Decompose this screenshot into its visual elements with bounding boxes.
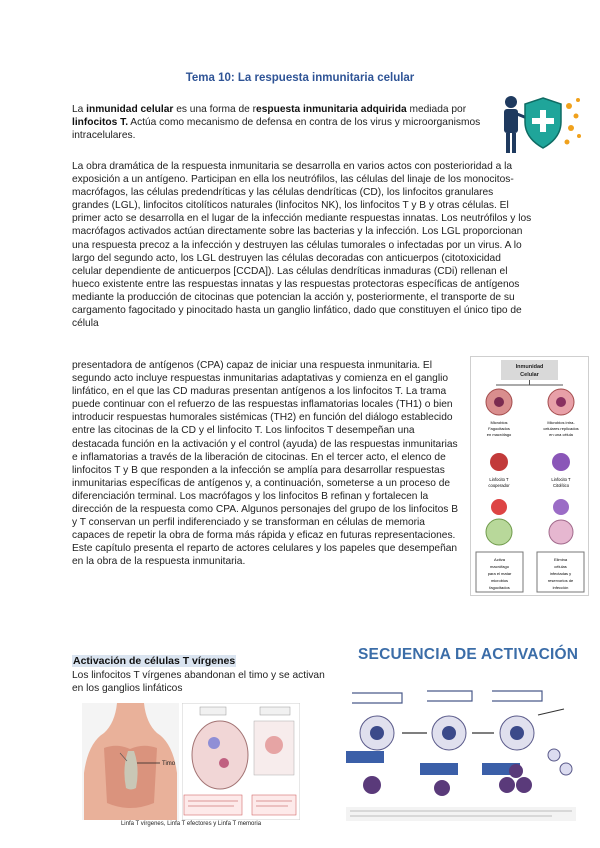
svg-text:en una célula: en una célula [549, 432, 573, 437]
svg-text:celulares replicados: celulares replicados [543, 426, 579, 431]
figure-caption: Linfa T vírgenes, Linfa T efectores y Linfa T memoria [120, 821, 262, 827]
sequence-figure-title: SECUENCIA DE ACTIVACIÓN [358, 646, 579, 663]
svg-text:fagocitados: fagocitados [489, 585, 510, 590]
svg-text:Citolítico: Citolítico [552, 483, 570, 488]
page-title: Tema 10: La respuesta inmunitaria celular [185, 72, 415, 84]
svg-text:Elimina: Elimina [553, 557, 568, 562]
section-heading-activacion: Activación de células T vírgenes [73, 655, 236, 667]
term-linfocitos-t: linfocitos T. [72, 117, 129, 129]
svg-text:para el matar: para el matar [487, 571, 512, 576]
term-respuesta-adquirida: espuesta inmunitaria adquirida [256, 104, 407, 115]
activation-sequence-figure [342, 673, 580, 823]
svg-text:Fagocitados: Fagocitados [488, 426, 510, 431]
immunity-shield-illustration [497, 92, 583, 154]
svg-text:células: células [554, 564, 567, 569]
lymph-node-illustration [182, 703, 300, 820]
thymus-label: Timo [162, 761, 176, 767]
svg-text:Linfocito T: Linfocito T [489, 477, 509, 482]
svg-text:reservorios de: reservorios de [547, 578, 574, 583]
svg-text:Activa: Activa [494, 557, 505, 562]
svg-text:Microbios: Microbios [490, 420, 508, 425]
svg-text:Microbios intra-: Microbios intra- [547, 420, 575, 425]
body-paragraph-2: presentadora de antígenos (CPA) capaz de iniciar una respuesta inmunitaria. El segundo acto incluye respuestas inmunitarias adaptativas y comienza en el ganglio linfático, en el que las CD maduras presentan antígenos a los linfocitos T. La trama puede continuar con el refuerzo de las respuestas inflamatorias locales (TH1) o bien introducir respuestas humorales sistémicas (TH2) en función del diálogo establecido entre las citocinas de la CD y el linfocito T. Los linfocitos T desempeñan una destacada función en la activación y el control (ayuda) de las respuestas inmunitarias e inflamatorias a través de la liberación de citocinas. En el tercer acto, el elenco de linfocitos T y B que responden a la infección se amplía para desarrollar respuestas inmunitarias específicas de antígenos y, a continuación, someterse a un proceso de diferenciación terminal. Los macrófagos y los linfocitos B refinan y fortalecen la dirección de la respuesta como CPA. Algunos personajes del grupo de los linfocitos B y T conservan un perfil indiferenciado y se transforman en células de memoria capaces de repetir la obra de forma más rápida y eficaz en futuras representaciones. Este capítulo presenta el reparto de actores celulares y los papeles que desempeñan en la obra de la respuesta inmunitaria. [72, 360, 459, 568]
svg-text:macrófago: macrófago [490, 564, 509, 569]
svg-text:infección: infección [552, 585, 569, 590]
cellular-immunity-figure [470, 356, 589, 596]
svg-text:Celular: Celular [520, 372, 539, 378]
svg-text:microbios: microbios [490, 578, 509, 583]
body-paragraph-1: La obra dramática de la respuesta inmunitaria se desarrolla en varios actos con posterioridad a la exposición a un antígeno. Participan en ella los neutrófilos, las células del linaje de los monocitos-macrófagos, las células predendríticas y las células dendríticas (CD), los linfocitos granulares grandes (LGL), linfocitos citolíticos naturales (linfocitos NK), los linfocitos T y B y otras células. El primer acto se desarrolla en el lugar de la infección mediante respuestas innatas. Los neutrófilos y los macrófagos activados actúan directamente sobre las bacterias y la infección. Los LGL proporcionan una respuesta precoz a la infección y destruyen las células tumorales o infectadas por un virus. A lo largo del segundo acto, los LGL destruyen las células decoradas con anticuerpos (citotoxicidad celular dependiente de anticuerpos [CCDA]). Las células dendríticas inmaduras (CDi) rellenan el hueco existente entre las respuestas innatas y las respuestas protectoras específicas de antígenos mediante la producción de citocinas que potencian la acción y, posteriormente, el transporte de su cargamento fagocitado y pinocitado hasta un ganglio linfático, dado que constituyen el único tipo de célula [72, 161, 532, 330]
svg-text:Linfocito T: Linfocito T [551, 477, 571, 482]
svg-text:Inmunidad: Inmunidad [515, 364, 544, 370]
svg-text:cooperador: cooperador [488, 483, 510, 488]
svg-text:infectadas y: infectadas y [549, 571, 572, 576]
section-paragraph: Los linfocitos T vírgenes abandonan el timo y se activan en los ganglios linfáticos [72, 670, 325, 695]
intro-paragraph: La inmunidad celular es una forma de respuesta inmunitaria adquirida mediada por linfocitos T. Actúa como mecanismo de defensa en contra de los virus y microorganismos intracelulares. [72, 104, 481, 142]
term-inmunidad-celular: inmunidad celular [86, 104, 174, 115]
thorax-thymus-illustration [82, 703, 179, 820]
svg-text:en macrófago: en macrófago [486, 432, 512, 437]
